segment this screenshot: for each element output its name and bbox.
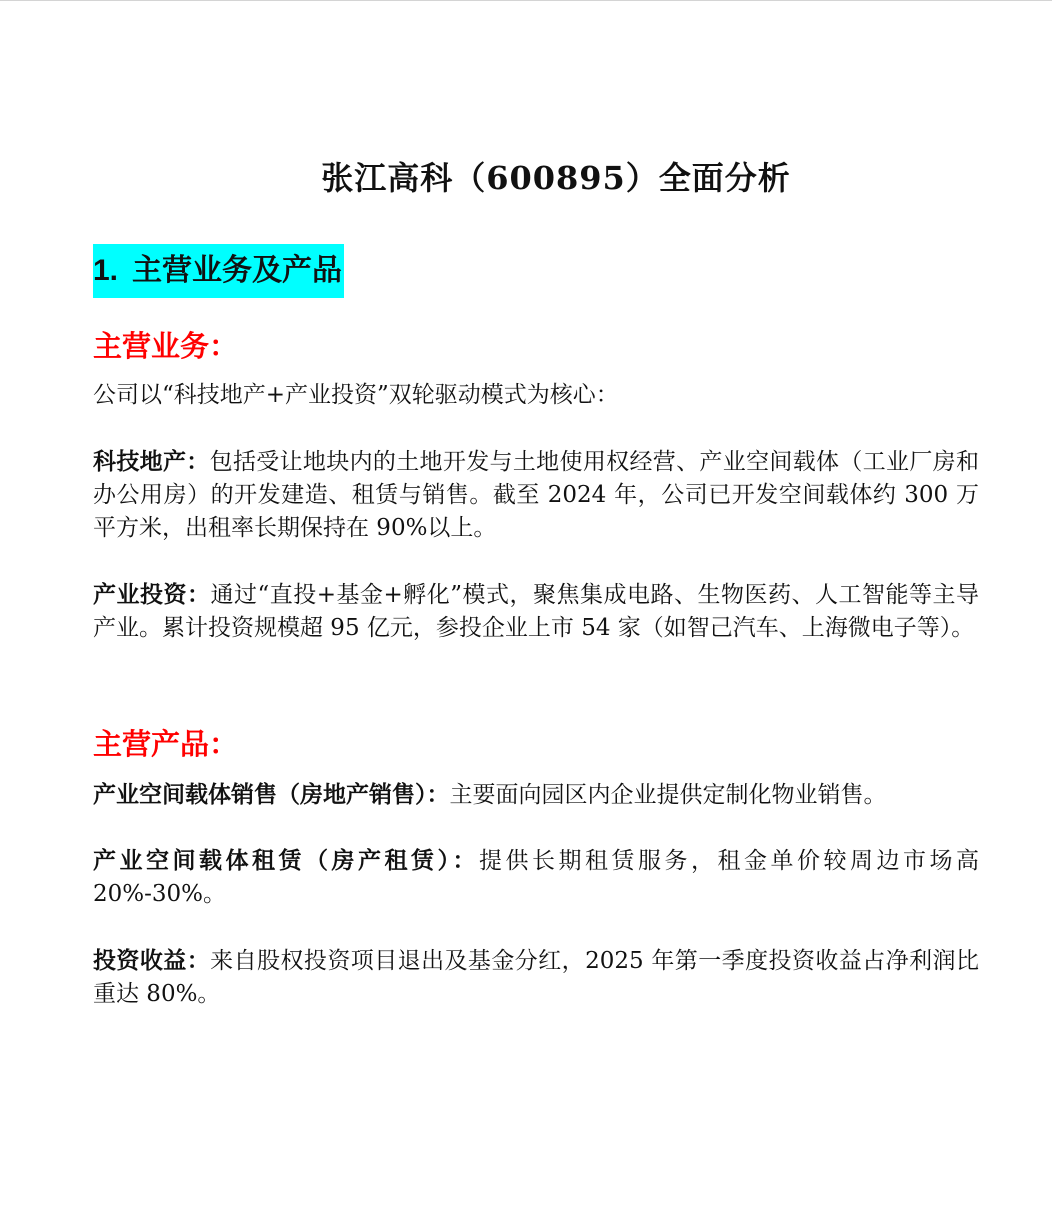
business-item-tech-realestate [93,445,979,545]
business-item-text: 包括受让地块内的土地开发与土地使用权经营、产业空间载体（工业厂房和办公用房）的开发建造、租赁与销售。截至 2024 年，公司已开发空间载体约 300 万平方米，出租率长期保持在 90%以上。 [93,449,980,541]
product-item-text: 提供长期租赁服务，租金单价较周边市场高 20%-30%。 [93,848,979,907]
product-item-space-leasing [93,844,979,911]
product-item-text: 来自股权投资项目退出及基金分红，2025 年第一季度投资收益占净利润比重达 80%。 [93,948,979,1007]
main-business-heading: 主营业务： [93,329,239,363]
section-number: 1. [93,254,119,287]
product-item-text: 主要面向园区内企业提供定制化物业销售。 [449,782,887,808]
business-item-label: 科技地产： [93,448,210,475]
product-item-label: 产业空间载体销售（房地产销售）： [93,781,450,808]
document-title: 张江高科（600895）全面分析 [321,159,791,197]
main-products-heading: 主营产品： [93,727,239,761]
section-heading-highlighted [93,244,344,298]
product-item-label: 投资收益： [93,947,211,974]
product-item-label: 产业空间载体租赁（房产租赁）： [93,847,479,874]
page-top-border [0,0,1052,1]
section-title: 主营业务及产品 [132,253,343,288]
business-item-industry-investment [93,578,979,645]
business-item-label: 产业投资： [93,581,211,608]
product-item-investment-income [93,944,979,1011]
product-item-space-sales [93,778,979,812]
business-item-text: 通过“直投+基金+孵化”模式，聚焦集成电路、生物医药、人工智能等主导产业。累计投资规模超 95 亿元，参投企业上市 54 家（如智己汽车、上海微电子等）。 [93,582,980,641]
main-business-intro: 公司以“科技地产+产业投资”双轮驱动模式为核心： [93,382,619,408]
